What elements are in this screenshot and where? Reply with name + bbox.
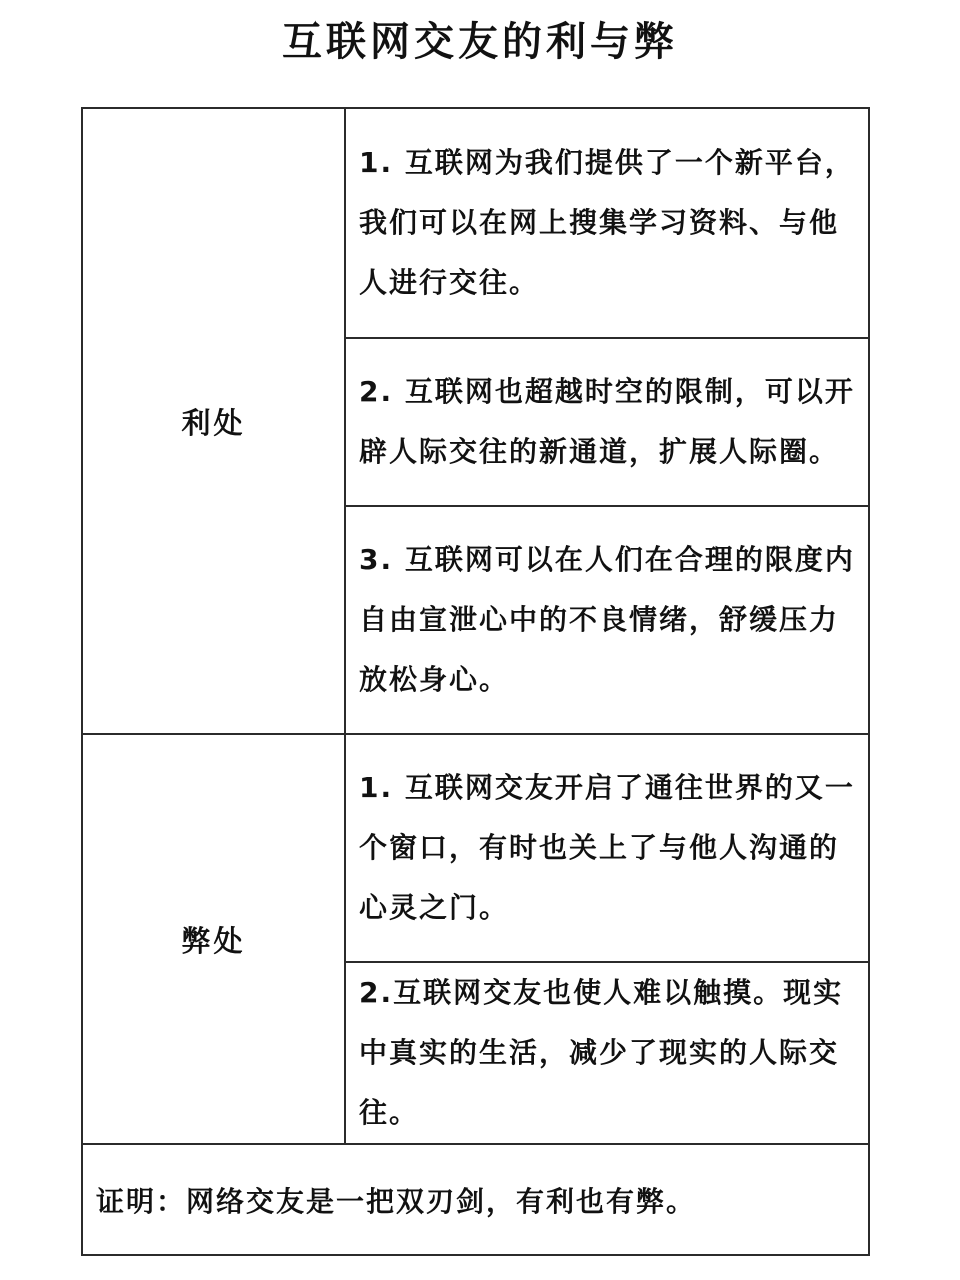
disadvantage-item-2: 2.互联网交友也使人难以触摸。现实中真实的生活，减少了现实的人际交往。 bbox=[345, 962, 869, 1144]
conclusion-text: 证明：网络交友是一把双刃剑，有利也有弊。 bbox=[82, 1144, 869, 1255]
advantage-item-1: 1. 互联网为我们提供了一个新平台，我们可以在网上搜集学习资料、与他人进行交往。 bbox=[345, 108, 869, 338]
page-title: 互联网交友的利与弊 bbox=[282, 19, 678, 65]
pros-cons-table bbox=[81, 107, 870, 1256]
advantage-item-2: 2. 互联网也超越时空的限制，可以开辟人际交往的新通道，扩展人际圈。 bbox=[345, 338, 869, 506]
disadvantage-item-1: 1. 互联网交友开启了通往世界的又一个窗口，有时也关上了与他人沟通的心灵之门。 bbox=[345, 734, 869, 962]
advantages-label: 利处 bbox=[82, 108, 345, 734]
advantage-item-3: 3. 互联网可以在人们在合理的限度内自由宣泄心中的不良情绪，舒缓压力放松身心。 bbox=[345, 506, 869, 734]
disadvantages-label: 弊处 bbox=[82, 734, 345, 1144]
